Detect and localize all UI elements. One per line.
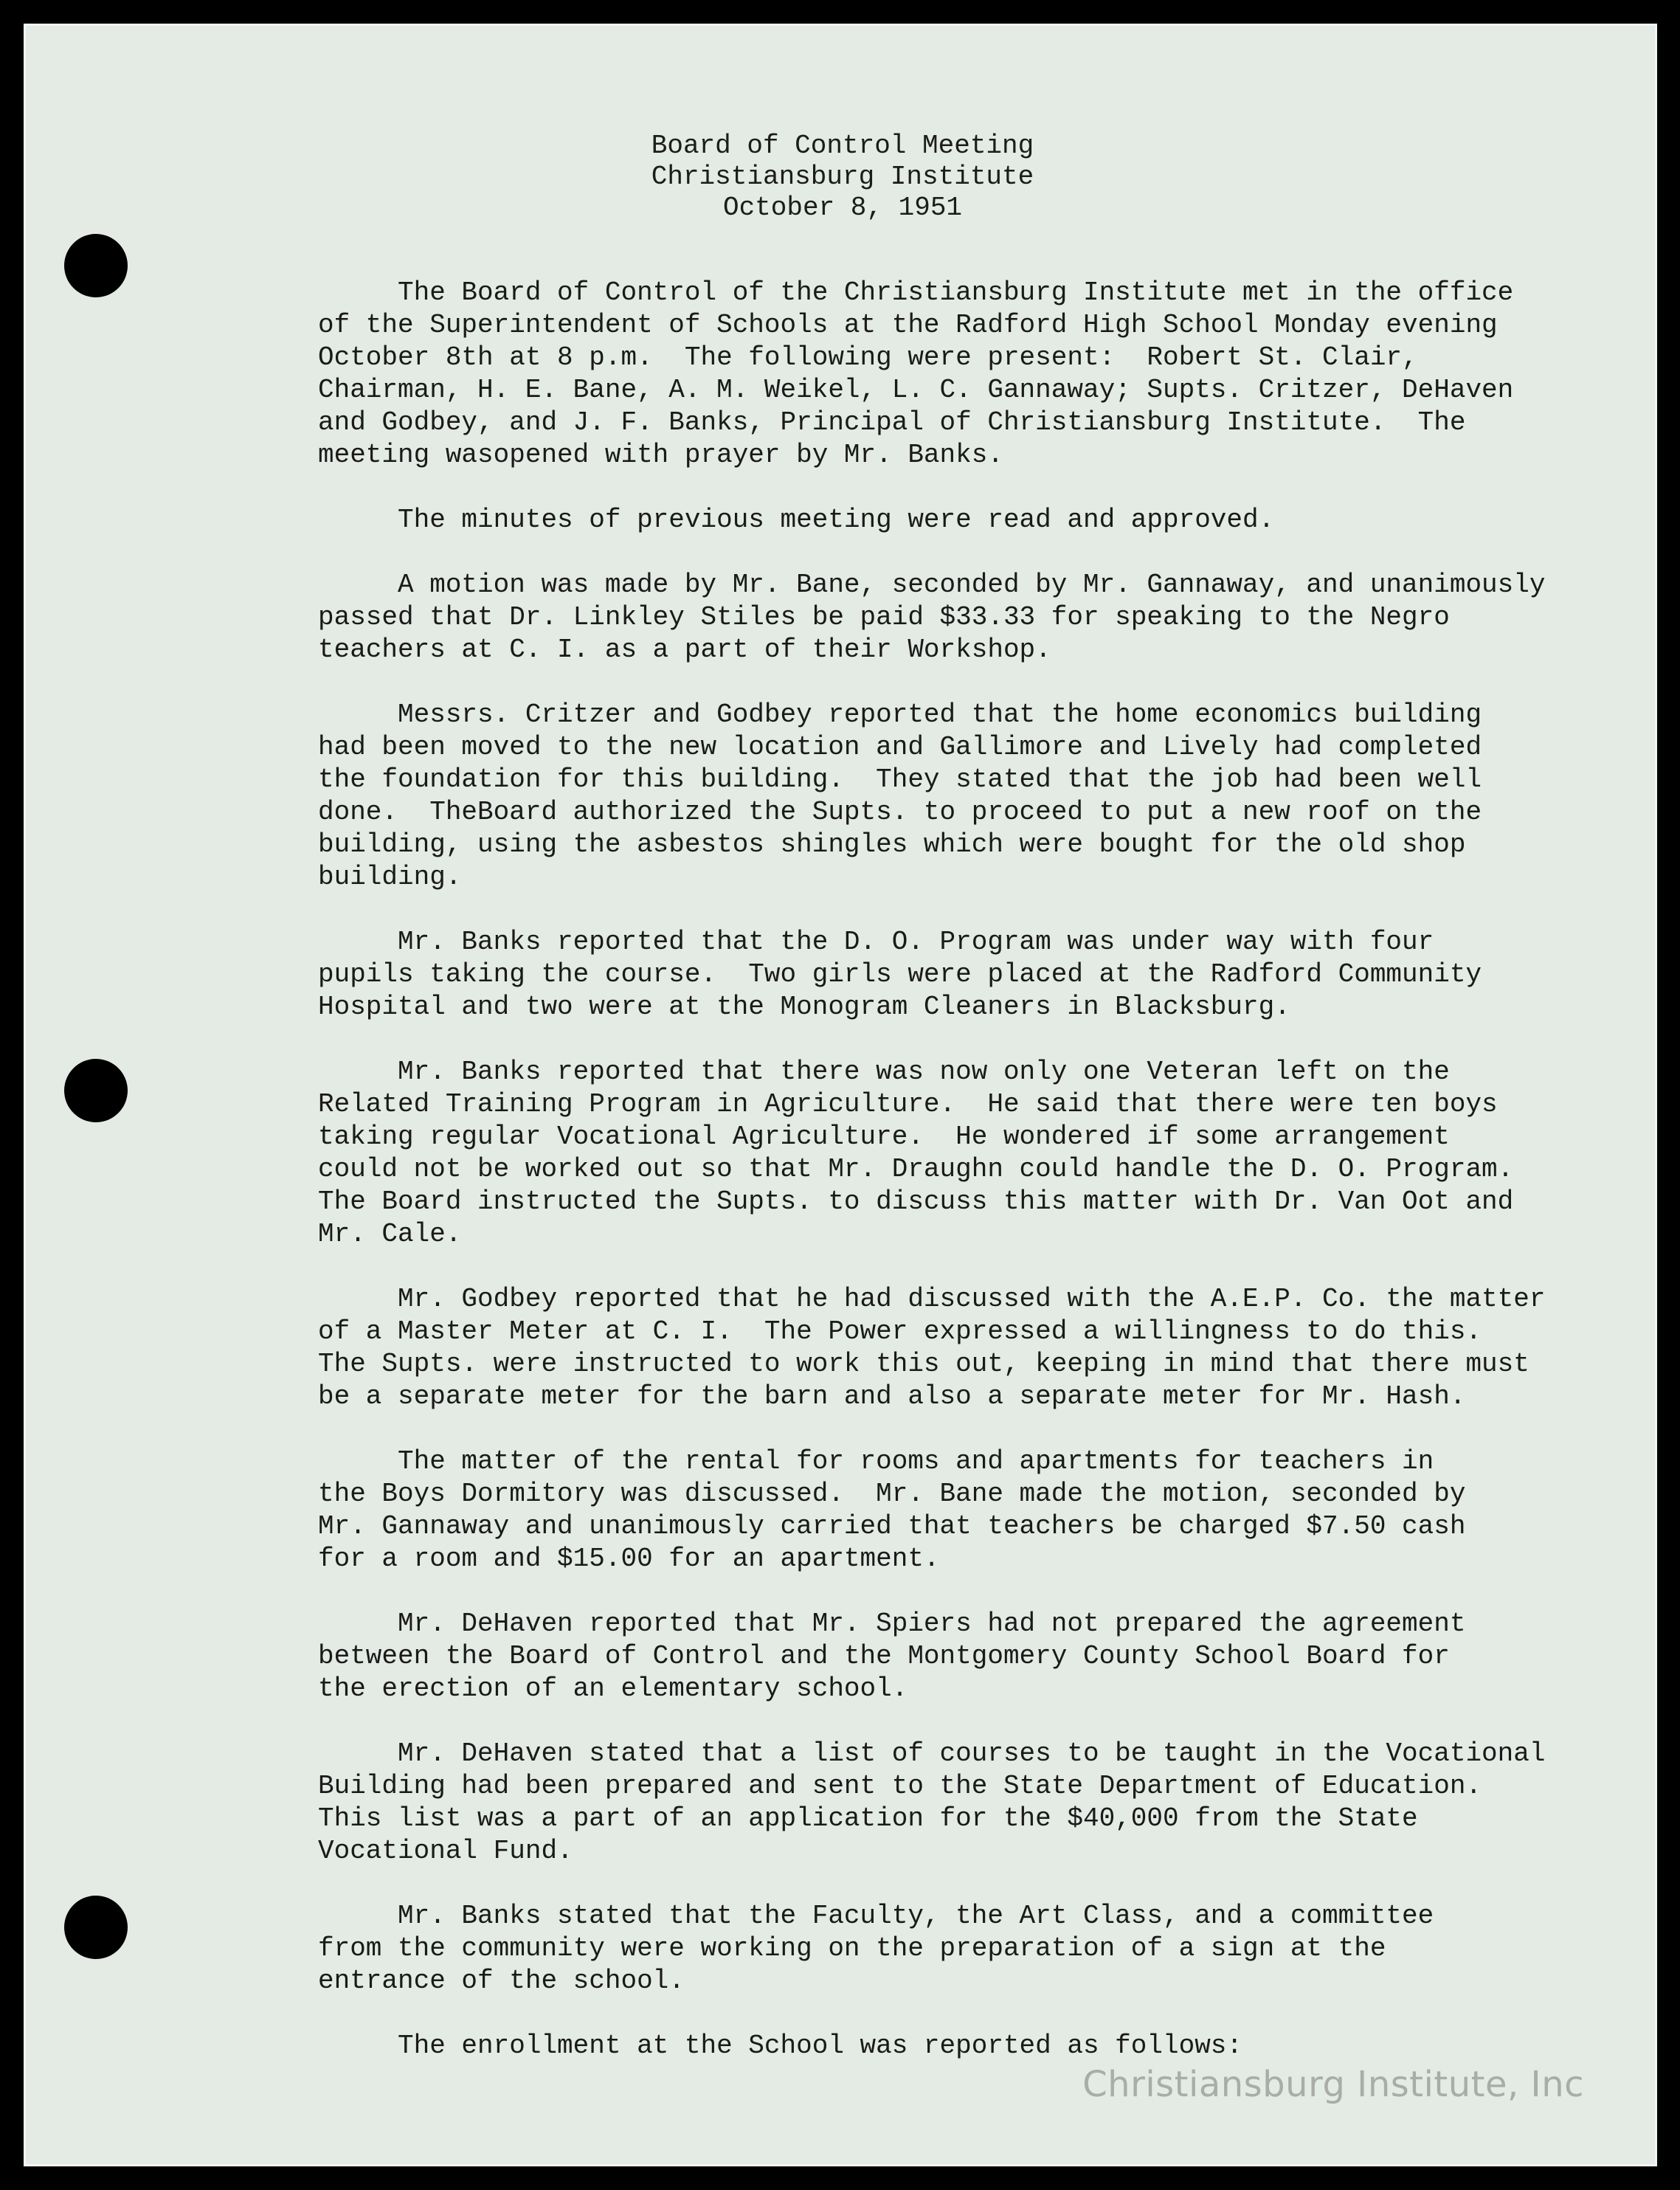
- paragraph: [318, 1738, 1646, 1868]
- text-line: Mr. DeHaven reported that Mr. Spiers had not prepared the agreement: [318, 1609, 1466, 1639]
- document-body: [318, 277, 1646, 2095]
- text-line: be a separate meter for the barn and also a separate meter for Mr. Hash.: [318, 1381, 1466, 1412]
- punch-hole: [64, 1896, 128, 1959]
- text-line: Related Training Program in Agriculture. He said that there were ten boys: [318, 1089, 1498, 1119]
- paragraph: [318, 504, 1646, 536]
- paragraph: [318, 569, 1646, 666]
- text-line: had been moved to the new location and Gallimore and Lively had completed: [318, 732, 1482, 762]
- paragraph: [318, 699, 1646, 894]
- heading-institution: Christiansburg Institute: [651, 162, 1034, 192]
- text-line: done. TheBoard authorized the Supts. to proceed to put a new roof on the: [318, 797, 1482, 827]
- text-line: for a room and $15.00 for an apartment.: [318, 1544, 940, 1574]
- paragraph: [318, 1445, 1646, 1575]
- text-line: taking regular Vocational Agriculture. He wondered if some arrangement: [318, 1122, 1450, 1152]
- text-line: Building had been prepared and sent to the State Department of Education.: [318, 1771, 1482, 1801]
- document-heading: [26, 131, 1659, 224]
- text-line: building.: [318, 862, 462, 892]
- text-line: and Godbey, and J. F. Banks, Principal of Christiansburg Institute. The: [318, 407, 1466, 438]
- text-line: of a Master Meter at C. I. The Power expressed a willingness to do this.: [318, 1316, 1482, 1347]
- text-line: Hospital and two were at the Monogram Cleaners in Blacksburg.: [318, 992, 1290, 1022]
- text-line: teachers at C. I. as a part of their Workshop.: [318, 635, 1051, 665]
- paragraph: [318, 1056, 1646, 1251]
- paragraph: [318, 2030, 1646, 2062]
- text-line: Mr. Godbey reported that he had discussed with the A.E.P. Co. the matter: [318, 1284, 1546, 1314]
- text-line: Vocational Fund.: [318, 1836, 573, 1866]
- paragraph: [318, 926, 1646, 1023]
- text-line: The enrollment at the School was reported as follows:: [318, 2031, 1243, 2061]
- text-line: from the community were working on the preparation of a sign at the: [318, 1933, 1386, 1963]
- text-line: October 8th at 8 p.m. The following were present: Robert St. Clair,: [318, 342, 1418, 373]
- text-line: This list was a part of an application for the $40,000 from the State: [318, 1803, 1418, 1834]
- text-line: the foundation for this building. They stated that the job had been well: [318, 764, 1482, 795]
- text-line: Mr. DeHaven stated that a list of courses to be taught in the Vocational: [318, 1738, 1546, 1769]
- text-line: the erection of an elementary school.: [318, 1673, 908, 1704]
- paragraph: [318, 1900, 1646, 1997]
- text-line: Chairman, H. E. Bane, A. M. Weikel, L. C. Gannaway; Supts. Critzer, DeHaven: [318, 375, 1514, 405]
- punch-hole: [64, 234, 128, 297]
- text-line: The Board instructed the Supts. to discuss this matter with Dr. Van Oot and: [318, 1186, 1514, 1217]
- text-line: Mr. Gannaway and unanimously carried that teachers be charged $7.50 cash: [318, 1511, 1466, 1541]
- paragraph: [318, 1283, 1646, 1413]
- text-line: entrance of the school.: [318, 1966, 685, 1996]
- watermark-text: Christiansburg Institute, Inc: [1082, 2064, 1584, 2105]
- text-line: between the Board of Control and the Montgomery County School Board for: [318, 1641, 1450, 1671]
- text-line: The matter of the rental for rooms and apartments for teachers in: [318, 1446, 1434, 1476]
- text-line: the Boys Dormitory was discussed. Mr. Bane made the motion, seconded by: [318, 1479, 1466, 1509]
- text-line: Mr. Banks reported that the D. O. Program was under way with four: [318, 927, 1434, 957]
- text-line: A motion was made by Mr. Bane, seconded by Mr. Gannaway, and unanimously: [318, 570, 1546, 600]
- text-line: Messrs. Critzer and Godbey reported that the home economics building: [318, 700, 1482, 730]
- text-line: building, using the asbestos shingles which were bought for the old shop: [318, 829, 1466, 860]
- heading-date: October 8, 1951: [722, 193, 963, 223]
- text-line: Mr. Banks reported that there was now only one Veteran left on the: [318, 1057, 1450, 1087]
- text-line: could not be worked out so that Mr. Draughn could handle the D. O. Program.: [318, 1154, 1514, 1184]
- paragraph: [318, 277, 1646, 471]
- text-line: Mr. Banks stated that the Faculty, the Art Class, and a committee: [318, 1901, 1434, 1931]
- text-line: pupils taking the course. Two girls were placed at the Radford Community: [318, 959, 1482, 989]
- document-page: [24, 24, 1657, 2166]
- text-line: of the Superintendent of Schools at the Radford High School Monday evening: [318, 310, 1498, 340]
- text-line: The Supts. were instructed to work this out, keeping in mind that there must: [318, 1349, 1529, 1379]
- paragraph: [318, 1608, 1646, 1705]
- text-line: The Board of Control of the Christiansburg Institute met in the office: [318, 277, 1514, 308]
- text-line: Mr. Cale.: [318, 1219, 462, 1249]
- punch-hole: [64, 1059, 128, 1122]
- text-line: meeting wasopened with prayer by Mr. Banks.: [318, 440, 1003, 470]
- heading-title: Board of Control Meeting: [651, 131, 1034, 161]
- text-line: The minutes of previous meeting were read and approved.: [318, 505, 1275, 535]
- text-line: passed that Dr. Linkley Stiles be paid $33.33 for speaking to the Negro: [318, 602, 1450, 632]
